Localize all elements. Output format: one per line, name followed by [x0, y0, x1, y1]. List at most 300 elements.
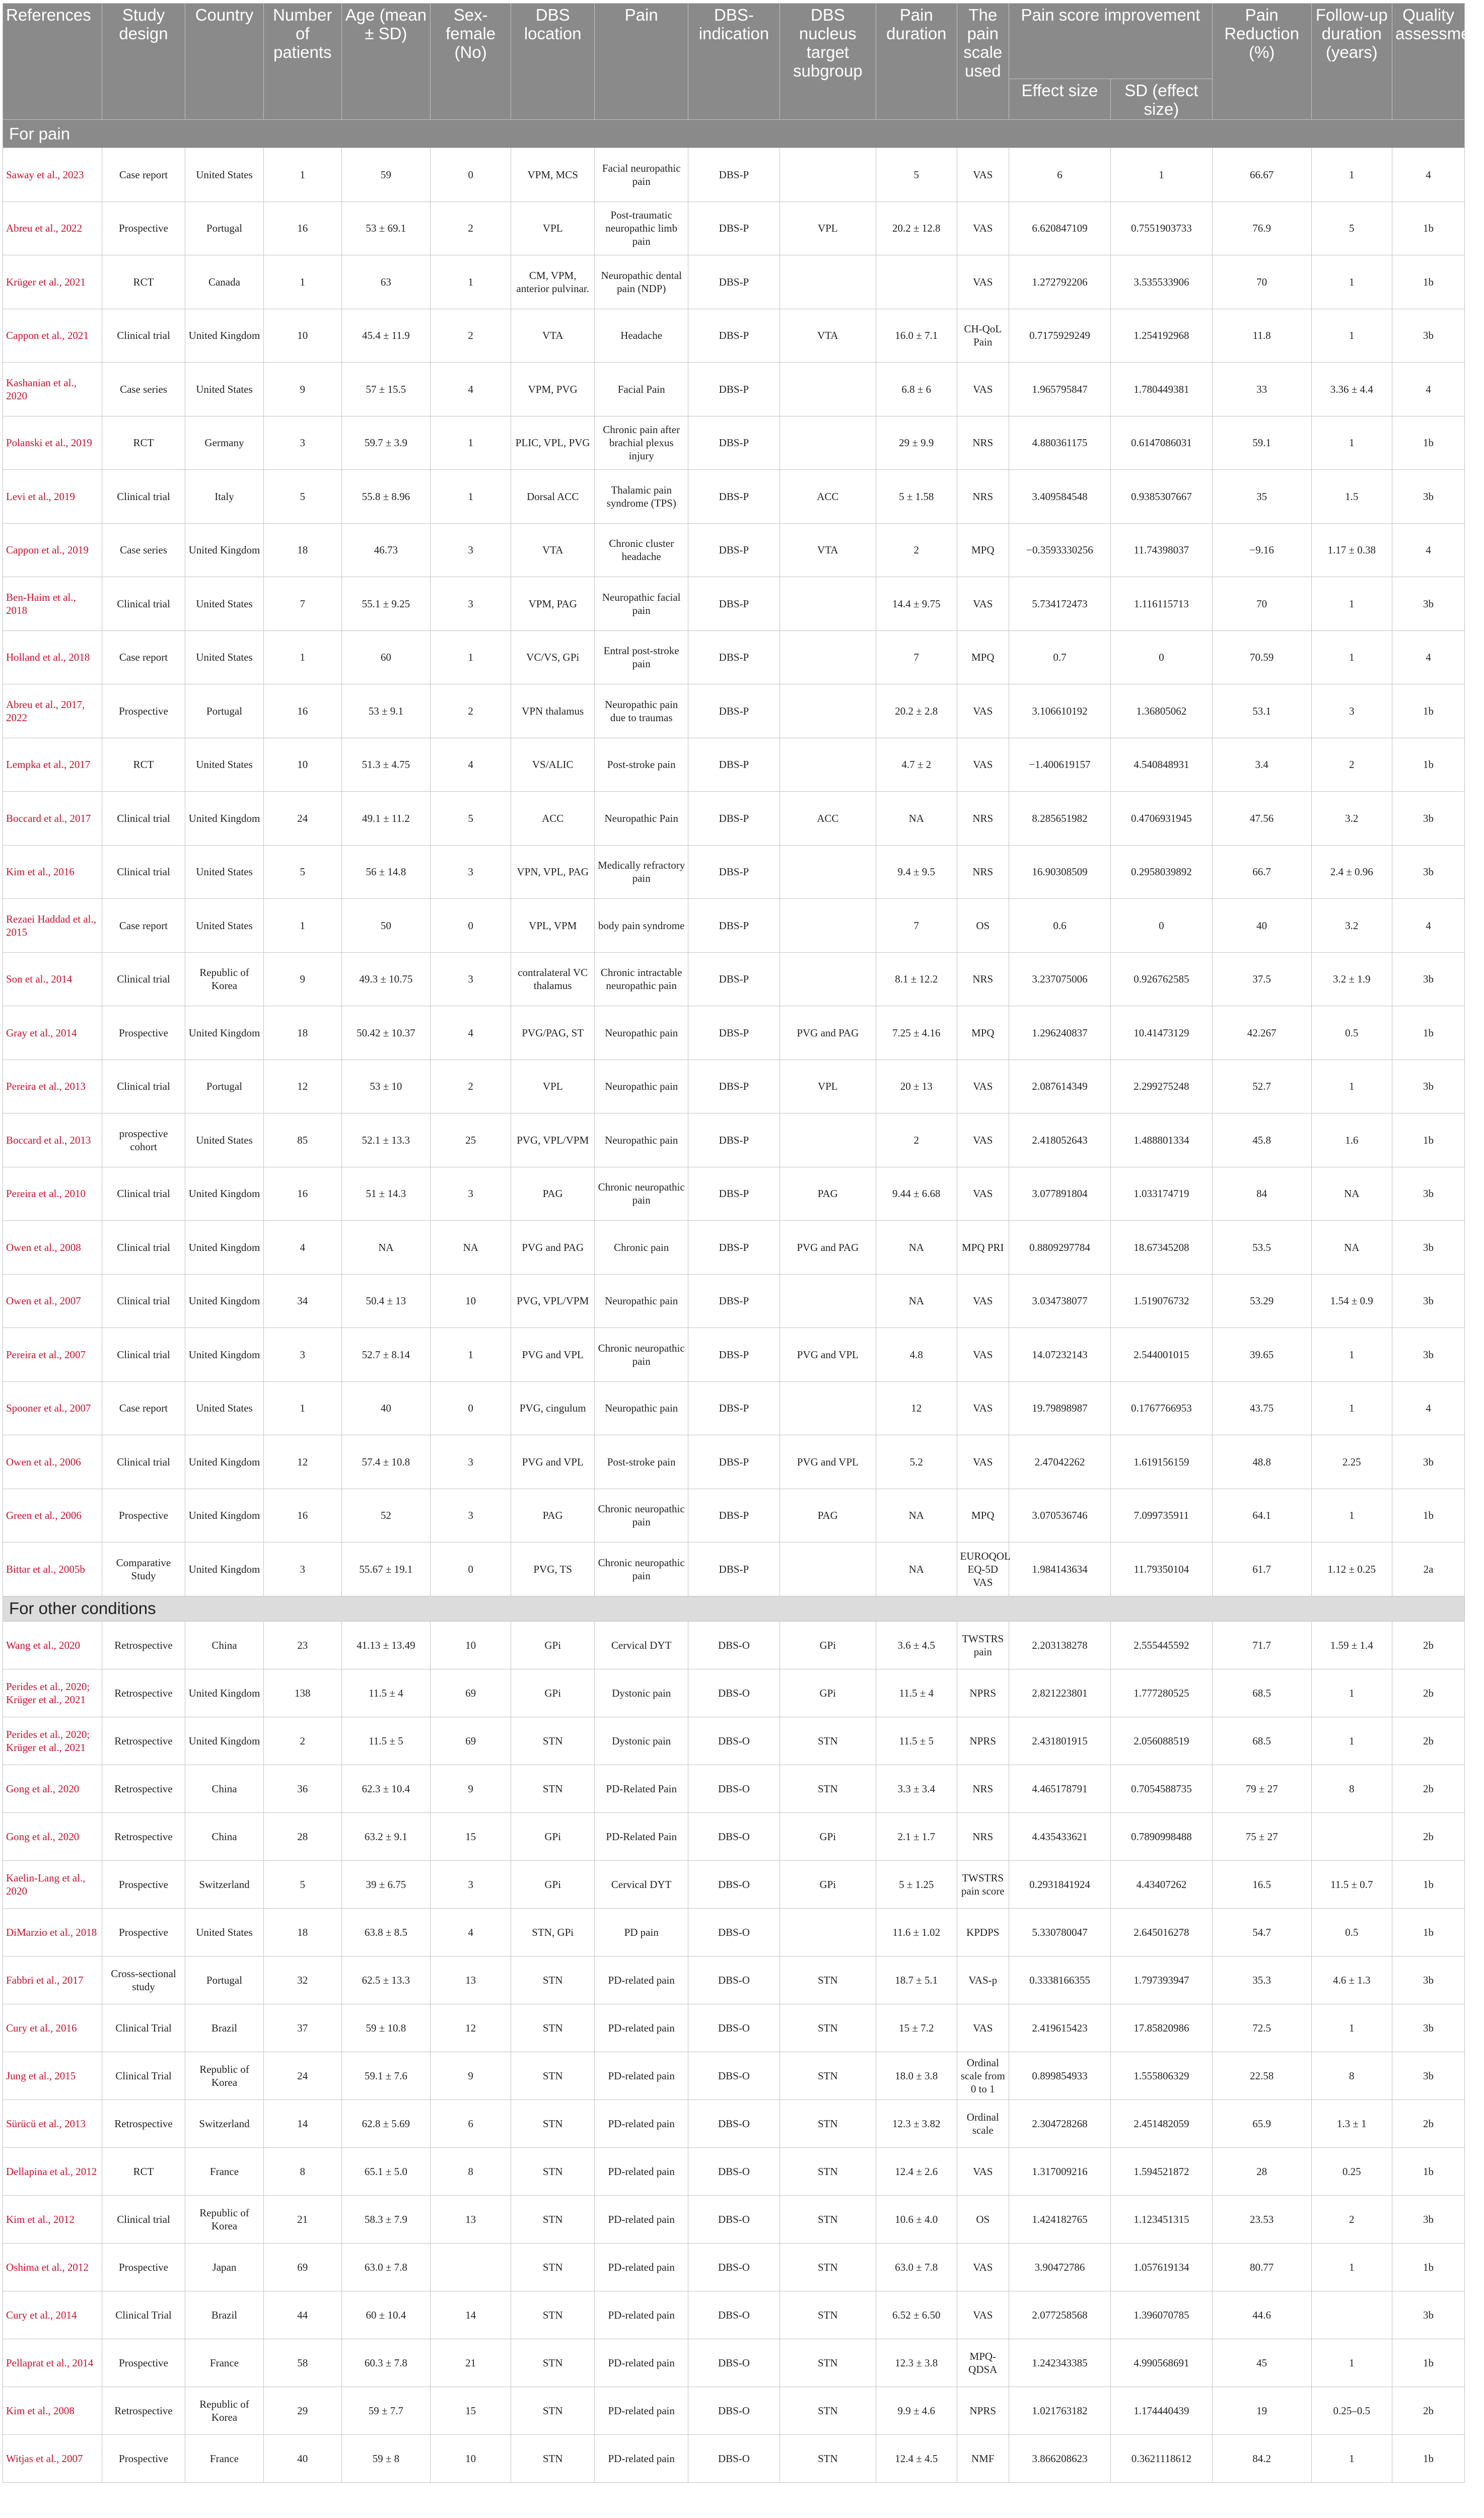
- pain-scale-cell: VAS: [957, 363, 1009, 416]
- dbs-location-cell: VPN thalamus: [511, 684, 595, 738]
- table-row: [3, 577, 1465, 631]
- table-row: [3, 2147, 1465, 2195]
- country-cell: United Kingdom: [185, 792, 263, 846]
- reference-link[interactable]: Cappon et al., 2019: [3, 523, 102, 577]
- pain-duration-cell: NA: [876, 1543, 957, 1596]
- dbs-nucleus-cell: VTA: [780, 523, 876, 577]
- patients-cell: 14: [263, 2100, 341, 2147]
- reference-link[interactable]: Cury et al., 2014: [3, 2291, 102, 2339]
- patients-cell: 29: [263, 2387, 341, 2434]
- country-cell: China: [185, 1621, 263, 1669]
- dbs-nucleus-cell: STN: [780, 2243, 876, 2291]
- study-design-cell: Clinical trial: [102, 845, 185, 899]
- reference-link[interactable]: Pereira et al., 2013: [3, 1060, 102, 1113]
- pain-duration-cell: 9.4 ± 9.5: [876, 845, 957, 899]
- age-cell: 63.0 ± 7.8: [341, 2243, 430, 2291]
- dbs-location-cell: STN: [511, 1956, 595, 2004]
- dbs-nucleus-cell: GPi: [780, 1860, 876, 1908]
- age-cell: NA: [341, 1221, 430, 1275]
- reference-link[interactable]: Holland et al., 2018: [3, 631, 102, 684]
- pain-duration-cell: 2.1 ± 1.7: [876, 1812, 957, 1860]
- patients-cell: 1: [263, 899, 341, 953]
- dbs-indication-cell: DBS-O: [688, 1860, 780, 1908]
- effect-size-cell: 0.3338166355: [1009, 1956, 1111, 2004]
- age-cell: 50.42 ± 10.37: [341, 1006, 430, 1060]
- pain-reduction-cell: 48.8: [1212, 1435, 1311, 1489]
- reference-link[interactable]: Saway et al., 2023: [3, 148, 102, 202]
- study-design-cell: Clinical trial: [102, 1221, 185, 1275]
- pain-scale-cell: VAS: [957, 1060, 1009, 1113]
- pain-reduction-cell: 19: [1212, 2387, 1311, 2434]
- pain-scale-cell: VAS: [957, 1167, 1009, 1221]
- pain-reduction-cell: 80.77: [1212, 2243, 1311, 2291]
- reference-link[interactable]: Son et al., 2014: [3, 952, 102, 1006]
- quality-cell: 1b: [1392, 201, 1464, 255]
- patients-cell: 5: [263, 1860, 341, 1908]
- dbs-location-cell: STN: [511, 2004, 595, 2052]
- quality-cell: 1b: [1392, 416, 1464, 470]
- col-follow-up: Follow-up duration (years): [1311, 4, 1392, 120]
- study-design-cell: RCT: [102, 738, 185, 792]
- country-cell: United Kingdom: [185, 309, 263, 363]
- quality-cell: 1b: [1392, 1908, 1464, 1956]
- dbs-nucleus-cell: STN: [780, 2100, 876, 2147]
- dbs-location-cell: VC/VS, GPi: [511, 631, 595, 684]
- pain-duration-cell: 29 ± 9.9: [876, 416, 957, 470]
- pain-reduction-cell: 61.7: [1212, 1543, 1311, 1596]
- pain-duration-cell: 12: [876, 1381, 957, 1435]
- patients-cell: 10: [263, 738, 341, 792]
- reference-link[interactable]: Kim et al., 2016: [3, 845, 102, 899]
- country-cell: Canada: [185, 255, 263, 309]
- sd-effect-size-cell: 2.645016278: [1110, 1908, 1212, 1956]
- country-cell: France: [185, 2147, 263, 2195]
- sd-effect-size-cell: 0.3621118612: [1110, 2434, 1212, 2482]
- follow-up-cell: 1: [1311, 2243, 1392, 2291]
- pain-cell: Neuropathic pain due to traumas: [595, 684, 688, 738]
- sex-cell: 5: [430, 792, 511, 846]
- effect-size-cell: 3.237075006: [1009, 952, 1111, 1006]
- table-row: [3, 952, 1465, 1006]
- pain-reduction-cell: 45: [1212, 2339, 1311, 2387]
- follow-up-cell: 1: [1311, 1381, 1392, 1435]
- reference-link[interactable]: Cappon et al., 2021: [3, 309, 102, 363]
- follow-up-cell: 1: [1311, 416, 1392, 470]
- reference-link[interactable]: Cury et al., 2016: [3, 2004, 102, 2052]
- effect-size-cell: 0.2931841924: [1009, 1860, 1111, 1908]
- dbs-indication-cell: DBS-P: [688, 792, 780, 846]
- reference-link[interactable]: Pellaprat et al., 2014: [3, 2339, 102, 2387]
- dbs-location-cell: VPM, PAG: [511, 577, 595, 631]
- study-design-cell: Clinical Trial: [102, 2291, 185, 2339]
- sd-effect-size-cell: 1.116115713: [1110, 577, 1212, 631]
- dbs-nucleus-cell: [780, 684, 876, 738]
- table-row: [3, 523, 1465, 577]
- reference-link[interactable]: Fabbri et al., 2017: [3, 1956, 102, 2004]
- reference-link[interactable]: Bittar et al., 2005b: [3, 1543, 102, 1596]
- follow-up-cell: 3.36 ± 4.4: [1311, 363, 1392, 416]
- sex-cell: 13: [430, 2195, 511, 2243]
- sd-effect-size-cell: 0.7890998488: [1110, 1812, 1212, 1860]
- dbs-nucleus-cell: ACC: [780, 792, 876, 846]
- patients-cell: 12: [263, 1060, 341, 1113]
- age-cell: 39 ± 6.75: [341, 1860, 430, 1908]
- sd-effect-size-cell: 4.540848931: [1110, 738, 1212, 792]
- pain-duration-cell: 20.2 ± 2.8: [876, 684, 957, 738]
- quality-cell: 3b: [1392, 577, 1464, 631]
- dbs-location-cell: STN: [511, 2387, 595, 2434]
- effect-size-cell: 2.821223801: [1009, 1669, 1111, 1717]
- dbs-nucleus-cell: [780, 148, 876, 202]
- reference-link[interactable]: Gong et al., 2020: [3, 1812, 102, 1860]
- pain-cell: Headache: [595, 309, 688, 363]
- quality-cell: 3b: [1392, 1435, 1464, 1489]
- follow-up-cell: 0.25–0.5: [1311, 2387, 1392, 2434]
- country-cell: United Kingdom: [185, 1167, 263, 1221]
- pain-duration-cell: 3.3 ± 3.4: [876, 1765, 957, 1812]
- dbs-indication-cell: DBS-P: [688, 631, 780, 684]
- country-cell: United Kingdom: [185, 1489, 263, 1543]
- dbs-location-cell: STN: [511, 2291, 595, 2339]
- pain-reduction-cell: 66.67: [1212, 148, 1311, 202]
- pain-scale-cell: VAS: [957, 2291, 1009, 2339]
- col-pain: Pain: [595, 4, 688, 120]
- dbs-location-cell: VPL: [511, 201, 595, 255]
- reference-link[interactable]: Polanski et al., 2019: [3, 416, 102, 470]
- pain-scale-cell: NRS: [957, 952, 1009, 1006]
- age-cell: 62.5 ± 13.3: [341, 1956, 430, 2004]
- quality-cell: 3b: [1392, 952, 1464, 1006]
- sd-effect-size-cell: 1.174440439: [1110, 2387, 1212, 2434]
- patients-cell: 3: [263, 1543, 341, 1596]
- country-cell: United States: [185, 738, 263, 792]
- patients-cell: 10: [263, 309, 341, 363]
- dbs-nucleus-cell: STN: [780, 2339, 876, 2387]
- table-row: [3, 309, 1465, 363]
- age-cell: 40: [341, 1381, 430, 1435]
- pain-cell: Facial Pain: [595, 363, 688, 416]
- reference-link[interactable]: Rezaei Haddad et al., 2015: [3, 899, 102, 953]
- table-row: [3, 2004, 1465, 2052]
- col-pain-score-improvement: Pain score improvement: [1009, 4, 1213, 79]
- reference-link[interactable]: Boccard et al., 2017: [3, 792, 102, 846]
- reference-link[interactable]: Abreu et al., 2022: [3, 201, 102, 255]
- follow-up-cell: 3.2: [1311, 792, 1392, 846]
- dbs-indication-cell: DBS-O: [688, 2004, 780, 2052]
- study-design-cell: Clinical trial: [102, 577, 185, 631]
- quality-cell: 1b: [1392, 684, 1464, 738]
- table-row: [3, 684, 1465, 738]
- pain-scale-cell: VAS: [957, 1113, 1009, 1167]
- effect-size-cell: 1.021763182: [1009, 2387, 1111, 2434]
- reference-link[interactable]: Gong et al., 2020: [3, 1765, 102, 1812]
- patients-cell: 18: [263, 1006, 341, 1060]
- age-cell: 60: [341, 631, 430, 684]
- reference-link[interactable]: Witjas et al., 2007: [3, 2434, 102, 2482]
- country-cell: United States: [185, 148, 263, 202]
- pain-cell: Dystonic pain: [595, 1717, 688, 1765]
- reference-link[interactable]: Sürücü et al., 2013: [3, 2100, 102, 2147]
- sex-cell: 3: [430, 1860, 511, 1908]
- age-cell: 55.8 ± 8.96: [341, 470, 430, 524]
- patients-cell: 8: [263, 2147, 341, 2195]
- country-cell: United Kingdom: [185, 523, 263, 577]
- pain-duration-cell: 5: [876, 148, 957, 202]
- patients-cell: 16: [263, 201, 341, 255]
- pain-scale-cell: NRS: [957, 1812, 1009, 1860]
- patients-cell: 28: [263, 1812, 341, 1860]
- reference-link[interactable]: Ben-Haim et al., 2018: [3, 577, 102, 631]
- table-row: [3, 1621, 1465, 1669]
- pain-duration-cell: NA: [876, 1274, 957, 1328]
- sd-effect-size-cell: 1.594521872: [1110, 2147, 1212, 2195]
- pain-duration-cell: 12.4 ± 4.5: [876, 2434, 957, 2482]
- sd-effect-size-cell: 1.36805062: [1110, 684, 1212, 738]
- effect-size-cell: 2.203138278: [1009, 1621, 1111, 1669]
- dbs-nucleus-cell: [780, 255, 876, 309]
- table-row: [3, 201, 1465, 255]
- country-cell: United States: [185, 1908, 263, 1956]
- table-row: [3, 1167, 1465, 1221]
- pain-reduction-cell: 42.267: [1212, 1006, 1311, 1060]
- pain-reduction-cell: 84.2: [1212, 2434, 1311, 2482]
- pain-cell: Neuropathic pain: [595, 1006, 688, 1060]
- dbs-location-cell: STN: [511, 1717, 595, 1765]
- reference-link[interactable]: Dellapina et al., 2012: [3, 2147, 102, 2195]
- quality-cell: 4: [1392, 1381, 1464, 1435]
- effect-size-cell: 14.07232143: [1009, 1328, 1111, 1382]
- effect-size-cell: 3.106610192: [1009, 684, 1111, 738]
- reference-link[interactable]: Owen et al., 2007: [3, 1274, 102, 1328]
- pain-cell: Entral post-stroke pain: [595, 631, 688, 684]
- country-cell: United Kingdom: [185, 1543, 263, 1596]
- patients-cell: 32: [263, 1956, 341, 2004]
- dbs-indication-cell: DBS-P: [688, 952, 780, 1006]
- sex-cell: 9: [430, 2052, 511, 2100]
- pain-scale-cell: Ordinal scale: [957, 2100, 1009, 2147]
- sd-effect-size-cell: 1.519076732: [1110, 1274, 1212, 1328]
- dbs-nucleus-cell: [780, 738, 876, 792]
- country-cell: Switzerland: [185, 1860, 263, 1908]
- age-cell: 49.3 ± 10.75: [341, 952, 430, 1006]
- country-cell: United States: [185, 899, 263, 953]
- country-cell: Italy: [185, 470, 263, 524]
- pain-scale-cell: NRS: [957, 845, 1009, 899]
- patients-cell: 3: [263, 1328, 341, 1382]
- effect-size-cell: 1.984143634: [1009, 1543, 1111, 1596]
- sd-effect-size-cell: 1.396070785: [1110, 2291, 1212, 2339]
- study-design-cell: Prospective: [102, 201, 185, 255]
- patients-cell: 44: [263, 2291, 341, 2339]
- reference-link[interactable]: DiMarzio et al., 2018: [3, 1908, 102, 1956]
- sex-cell: 4: [430, 1006, 511, 1060]
- pain-cell: Neuropathic facial pain: [595, 577, 688, 631]
- age-cell: 52: [341, 1489, 430, 1543]
- dbs-location-cell: GPi: [511, 1669, 595, 1717]
- study-design-cell: Clinical trial: [102, 792, 185, 846]
- dbs-nucleus-cell: [780, 577, 876, 631]
- study-design-cell: Clinical trial: [102, 470, 185, 524]
- pain-reduction-cell: 76.9: [1212, 201, 1311, 255]
- reference-link[interactable]: Kim et al., 2008: [3, 2387, 102, 2434]
- reference-link[interactable]: Owen et al., 2006: [3, 1435, 102, 1489]
- section-title: For pain: [3, 120, 1465, 148]
- sd-effect-size-cell: 1.254192968: [1110, 309, 1212, 363]
- study-design-cell: Retrospective: [102, 2100, 185, 2147]
- quality-cell: 2b: [1392, 1812, 1464, 1860]
- pain-reduction-cell: 3.4: [1212, 738, 1311, 792]
- patients-cell: 4: [263, 1221, 341, 1275]
- sd-effect-size-cell: 2.555445592: [1110, 1621, 1212, 1669]
- patients-cell: 23: [263, 1621, 341, 1669]
- reference-link[interactable]: Kaelin-Lang et al., 2020: [3, 1860, 102, 1908]
- col-country: Country: [185, 4, 263, 120]
- sd-effect-size-cell: 2.544001015: [1110, 1328, 1212, 1382]
- dbs-nucleus-cell: STN: [780, 2052, 876, 2100]
- pain-reduction-cell: 54.7: [1212, 1908, 1311, 1956]
- effect-size-cell: 16.90308509: [1009, 845, 1111, 899]
- pain-cell: Chronic pain after brachial plexus injury: [595, 416, 688, 470]
- reference-link[interactable]: Abreu et al., 2017, 2022: [3, 684, 102, 738]
- sd-effect-size-cell: 2.451482059: [1110, 2100, 1212, 2147]
- reference-link[interactable]: Wang et al., 2020: [3, 1621, 102, 1669]
- dbs-location-cell: VPN, VPL, PAG: [511, 845, 595, 899]
- sex-cell: 3: [430, 1489, 511, 1543]
- table-row: [3, 1113, 1465, 1167]
- pain-duration-cell: 20 ± 13: [876, 1060, 957, 1113]
- col-sex-female: Sex-female (No): [430, 4, 511, 120]
- sex-cell: 3: [430, 1167, 511, 1221]
- pain-scale-cell: VAS: [957, 738, 1009, 792]
- sex-cell: 1: [430, 631, 511, 684]
- dbs-indication-cell: DBS-O: [688, 2052, 780, 2100]
- pain-scale-cell: VAS: [957, 1381, 1009, 1435]
- follow-up-cell: [1311, 1812, 1392, 1860]
- dbs-location-cell: PVG and VPL: [511, 1435, 595, 1489]
- country-cell: China: [185, 1812, 263, 1860]
- section-header-other: [3, 1596, 1465, 1621]
- age-cell: 63.8 ± 8.5: [341, 1908, 430, 1956]
- sd-effect-size-cell: 0.7551903733: [1110, 201, 1212, 255]
- col-pain-duration: Pain duration: [876, 4, 957, 120]
- pain-duration-cell: 12.3 ± 3.82: [876, 2100, 957, 2147]
- quality-cell: 2b: [1392, 1717, 1464, 1765]
- reference-link[interactable]: Gray et al., 2014: [3, 1006, 102, 1060]
- reference-link[interactable]: Perides et al., 2020; Krüger et al., 2021: [3, 1669, 102, 1717]
- pain-scale-cell: TWSTRS pain score: [957, 1860, 1009, 1908]
- dbs-indication-cell: DBS-O: [688, 2100, 780, 2147]
- dbs-location-cell: GPi: [511, 1860, 595, 1908]
- table-row: [3, 1717, 1465, 1765]
- study-design-cell: Prospective: [102, 2434, 185, 2482]
- dbs-nucleus-cell: GPi: [780, 1812, 876, 1860]
- pain-scale-cell: VAS: [957, 2004, 1009, 2052]
- reference-link[interactable]: Owen et al., 2008: [3, 1221, 102, 1275]
- patients-cell: 36: [263, 1765, 341, 1812]
- follow-up-cell: 1.3 ± 1: [1311, 2100, 1392, 2147]
- effect-size-cell: 3.070536746: [1009, 1489, 1111, 1543]
- pain-reduction-cell: 66.7: [1212, 845, 1311, 899]
- reference-link[interactable]: Lempka et al., 2017: [3, 738, 102, 792]
- reference-link[interactable]: Krüger et al., 2021: [3, 255, 102, 309]
- pain-cell: Chronic neuropathic pain: [595, 1167, 688, 1221]
- pain-scale-cell: MPQ: [957, 631, 1009, 684]
- reference-link[interactable]: Perides et al., 2020; Krüger et al., 2021: [3, 1717, 102, 1765]
- dbs-location-cell: VPL: [511, 1060, 595, 1113]
- reference-link[interactable]: Pereira et al., 2010: [3, 1167, 102, 1221]
- sd-effect-size-cell: 0.4706931945: [1110, 792, 1212, 846]
- patients-cell: 85: [263, 1113, 341, 1167]
- pain-scale-cell: NRS: [957, 470, 1009, 524]
- pain-duration-cell: 14.4 ± 9.75: [876, 577, 957, 631]
- pain-duration-cell: 6.8 ± 6: [876, 363, 957, 416]
- pain-cell: PD-related pain: [595, 2387, 688, 2434]
- age-cell: 57.4 ± 10.8: [341, 1435, 430, 1489]
- effect-size-cell: 2.304728268: [1009, 2100, 1111, 2147]
- pain-scale-cell: VAS: [957, 148, 1009, 202]
- pain-reduction-cell: 72.5: [1212, 2004, 1311, 2052]
- patients-cell: 1: [263, 631, 341, 684]
- dbs-indication-cell: DBS-P: [688, 1060, 780, 1113]
- sd-effect-size-cell: 0: [1110, 631, 1212, 684]
- effect-size-cell: 2.087614349: [1009, 1060, 1111, 1113]
- reference-link[interactable]: Kashanian et al., 2020: [3, 363, 102, 416]
- pain-duration-cell: NA: [876, 1489, 957, 1543]
- follow-up-cell: 1.12 ± 0.25: [1311, 1543, 1392, 1596]
- pain-scale-cell: VAS: [957, 2147, 1009, 2195]
- follow-up-cell: 1: [1311, 577, 1392, 631]
- age-cell: 63.2 ± 9.1: [341, 1812, 430, 1860]
- study-design-cell: Prospective: [102, 684, 185, 738]
- dbs-nucleus-cell: STN: [780, 2004, 876, 2052]
- patients-cell: 18: [263, 1908, 341, 1956]
- study-design-cell: Retrospective: [102, 1765, 185, 1812]
- study-design-cell: Prospective: [102, 1006, 185, 1060]
- age-cell: 45.4 ± 11.9: [341, 309, 430, 363]
- pain-cell: Post-stroke pain: [595, 738, 688, 792]
- dbs-nucleus-cell: VPL: [780, 1060, 876, 1113]
- age-cell: 62.3 ± 10.4: [341, 1765, 430, 1812]
- pain-reduction-cell: 35.3: [1212, 1956, 1311, 2004]
- age-cell: 53 ± 69.1: [341, 201, 430, 255]
- pain-scale-cell: VAS: [957, 1274, 1009, 1328]
- reference-link[interactable]: Kim et al., 2012: [3, 2195, 102, 2243]
- reference-link[interactable]: Pereira et al., 2007: [3, 1328, 102, 1382]
- reference-link[interactable]: Jung et al., 2015: [3, 2052, 102, 2100]
- reference-link[interactable]: Levi et al., 2019: [3, 470, 102, 524]
- reference-link[interactable]: Boccard et al., 2013: [3, 1113, 102, 1167]
- pain-scale-cell: Ordinal scale from 0 to 1: [957, 2052, 1009, 2100]
- follow-up-cell: 1.6: [1311, 1113, 1392, 1167]
- dbs-indication-cell: DBS-P: [688, 845, 780, 899]
- reference-link[interactable]: Oshima et al., 2012: [3, 2243, 102, 2291]
- col-age: Age (mean ± SD): [341, 4, 430, 120]
- dbs-location-cell: STN: [511, 2195, 595, 2243]
- dbs-indication-cell: DBS-P: [688, 684, 780, 738]
- study-design-cell: Clinical Trial: [102, 2052, 185, 2100]
- effect-size-cell: 2.47042262: [1009, 1435, 1111, 1489]
- quality-cell: 1b: [1392, 2339, 1464, 2387]
- reference-link[interactable]: Spooner et al., 2007: [3, 1381, 102, 1435]
- study-design-cell: Clinical trial: [102, 1328, 185, 1382]
- section-title: For other conditions: [3, 1596, 1465, 1621]
- pain-cell: PD-related pain: [595, 2195, 688, 2243]
- header-row: [3, 4, 1465, 79]
- dbs-location-cell: PVG, cingulum: [511, 1381, 595, 1435]
- country-cell: China: [185, 1765, 263, 1812]
- patients-cell: 24: [263, 2052, 341, 2100]
- reference-link[interactable]: Green et al., 2006: [3, 1489, 102, 1543]
